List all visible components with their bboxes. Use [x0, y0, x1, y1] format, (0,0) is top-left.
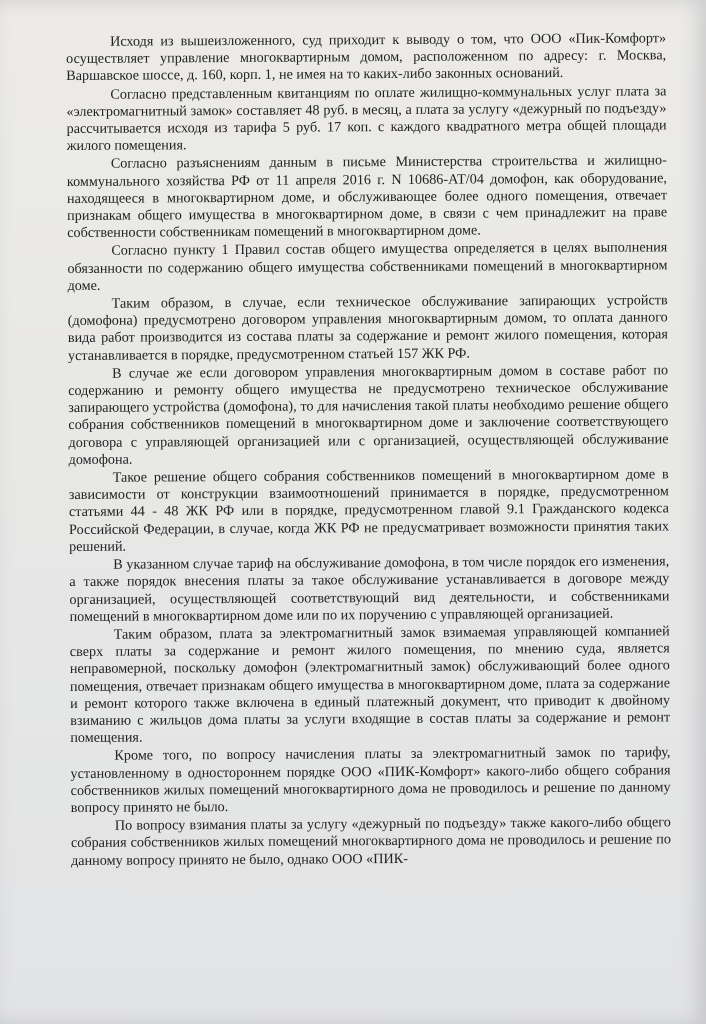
paragraph-11: По вопросу взимания платы за услугу «дежурный по подъезду» также какого-либо общего собрания собственников жилых помещений многоквартирного дома не проводилось и решение по данному вопросу принято не было, однако ООО «ПИК-	[70, 814, 671, 869]
paragraph-2: Согласно представленным квитанциям по оплате жилищно-коммунальных услуг плата за «электромагнитный замок» составляет 48 руб. в месяц, а плата за услугу «дежурный по подъезду» рассчитывается исходя из тарифа 5 руб. 17 коп. с каждого квадратного метра общей площади жилого помещения.	[66, 82, 667, 155]
paragraph-4: Согласно пункту 1 Правил состав общего имущества определяется в целях выполнения обязанности по содержанию общего имущества собственниками помещений в многоквартирном доме.	[67, 239, 668, 294]
paragraph-9: Таким образом, плата за электромагнитный замок взимаемая управляющей компанией сверх платы за содержание и ремонт жилого помещения, по мнению суда, является неправомерной, поскольку домофон (электромагнитный замок) обслуживающий более одного помещения, отвечает признакам общего имущества в многоквартирном доме, плата за содержание и ремонт которого также включена в единый платежный документ, что приводит к двойному взиманию с жильцов дома платы за услуги входящие в состав платы за содержание и ремонт помещения.	[69, 623, 671, 747]
paragraph-10: Кроме того, по вопросу начисления платы за электромагнитный замок по тарифу, установленному в одностороннем порядке ООО «ПИК-Комфорт» какого-либо общего собрания собственников жилых помещений многоквартирного дома не проводилось и решение по данному вопросу принято не было.	[70, 744, 671, 816]
paragraph-5: Таким образом, в случае, если техническое обслуживание запирающих устройств (домофона) предусмотрено договором управления многоквартирным домом, то оплата данного вида работ производится из состава платы за содержание и ремонт жилого помещения, которая устанавливается в порядке, предусмотренном статьей 157 ЖК РФ.	[67, 292, 668, 364]
paragraph-6: В случае же если договором управления многоквартирным домом в составе работ по содержанию и ремонту общего имущества не предусмотрено техническое обслуживание запирающего устройства (домофона), то для начисления такой платы необходимо решение общего собрания собственников помещений в многоквартирном доме и заключение соответствующего договора с управляющей организацией или с организацией, осуществляющей обслуживание домофона.	[68, 362, 669, 468]
document-body	[66, 30, 671, 870]
paragraph-8: В указанном случае тариф на обслуживание домофона, в том числе порядок его изменения, а также порядок внесения платы за такое обслуживание устанавливается в договоре между организацией, осуществляющей соответствующий вид деятельности, и собственниками помещений в многоквартирном доме или по их поручению с управляющей организацией.	[69, 553, 670, 625]
paragraph-3: Согласно разъяснениям данным в письме Министерства строительства и жилищно-коммунального хозяйства РФ от 11 апреля 2016 г. N 10686-АТ/04 домофон, как оборудование, находящееся в многоквартирном доме, и обслуживающее более одного помещения, отвечает признакам общего имущества в многоквартирном доме, в связи с чем принадлежит на праве собственности собственникам помещений в многоквартирном доме.	[66, 152, 668, 242]
paragraph-1: Исходя из вышеизложенного, суд приходит к выводу о том, что ООО «Пик-Комфорт» осуществляет управление многоквартирным домом, расположенном по адресу: г. Москва, Варшавское шоссе, д. 160, корп. 1, не имея на то каких-либо законных оснований.	[66, 30, 667, 85]
paragraph-7: Такое решение общего собрания собственников помещений в многоквартирном доме в зависимости от конструкции взаимоотношений принимается в порядке, предусмотренном статьями 44 - 48 ЖК РФ или в порядке, предусмотренном главой 9.1 Гражданского кодекса Российской Федерации, в случае, когда ЖК РФ не предусматривает возможности принятия таких решений.	[68, 466, 670, 555]
